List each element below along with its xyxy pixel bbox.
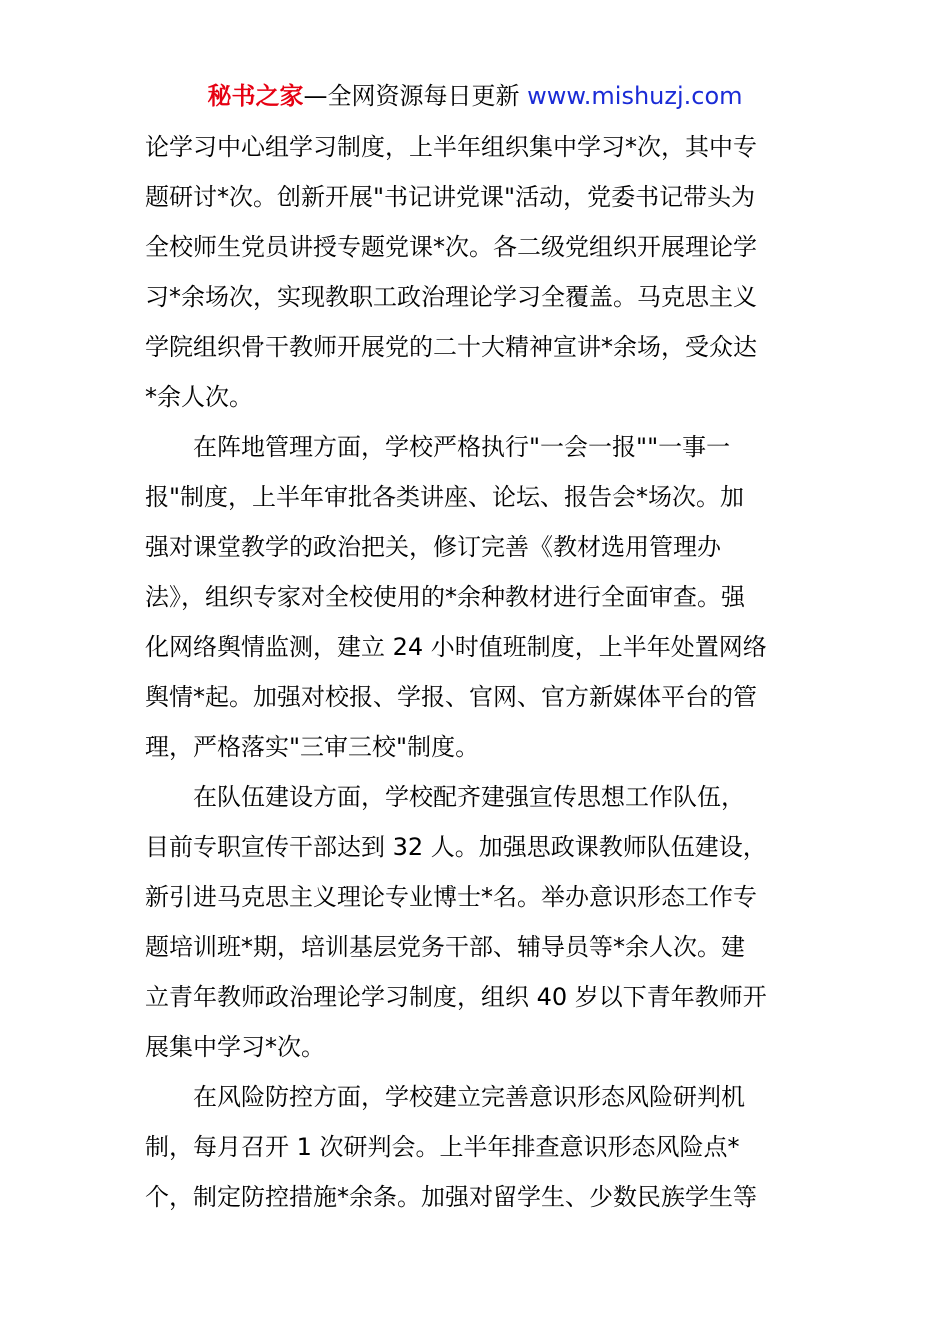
page-header <box>0 80 950 112</box>
text-line: 习*余场次，实现教职工政治理论学习全覆盖。马克思主义 <box>145 283 757 311</box>
text-line: 报"制度，上半年审批各类讲座、论坛、报告会*场次。加 <box>145 483 745 511</box>
brand-name: 秘书之家 <box>207 82 304 110</box>
text-line: 学院组织骨干教师开展党的二十大精神宣讲*余场，受众达 <box>145 333 757 361</box>
text-line: 在风险防控方面，学校建立完善意识形态风险研判机 <box>193 1083 745 1111</box>
text-line: 在阵地管理方面，学校严格执行"一会一报""一事一 <box>193 433 731 461</box>
paragraph-position-management <box>145 422 809 772</box>
text-line: 新引进马克思主义理论专业博士*名。举办意识形态工作专 <box>145 883 757 911</box>
text-line: 题研讨*次。创新开展"书记讲党课"活动，党委书记带头为 <box>145 183 756 211</box>
text-line: 展集中学习*次。 <box>145 1033 325 1061</box>
text-line: 理，严格落实"三审三校"制度。 <box>145 733 480 761</box>
site-url-link[interactable]: www.mishuzj.com <box>527 82 743 110</box>
text-line: *余人次。 <box>145 383 253 411</box>
text-line: 化网络舆情监测，建立 24 小时值班制度，上半年处置网络 <box>145 633 767 661</box>
text-line: 法》，组织专家对全校使用的*余种教材进行全面审查。强 <box>145 583 745 611</box>
text-line: 目前专职宣传干部达到 32 人。加强思政课教师队伍建设， <box>145 833 767 861</box>
paragraph-risk-control <box>145 1072 809 1222</box>
text-line: 强对课堂教学的政治把关，修订完善《教材选用管理办 <box>145 533 721 561</box>
text-line: 制，每月召开 1 次研判会。上半年排查意识形态风险点* <box>145 1133 740 1161</box>
text-line: 全校师生党员讲授专题党课*次。各二级党组织开展理论学 <box>145 233 757 261</box>
text-line: 立青年教师政治理论学习制度，组织 40 岁以下青年教师开 <box>145 983 767 1011</box>
text-line: 论学习中心组学习制度，上半年组织集中学习*次，其中专 <box>145 133 757 161</box>
text-line: 个，制定防控措施*余条。加强对留学生、少数民族学生等 <box>145 1183 757 1211</box>
document-body <box>145 122 809 1222</box>
paragraph-theory-study <box>145 122 809 422</box>
header-tagline: —全网资源每日更新 <box>303 82 520 110</box>
text-line: 舆情*起。加强对校报、学报、官网、官方新媒体平台的管 <box>145 683 757 711</box>
text-line: 在队伍建设方面，学校配齐建强宣传思想工作队伍， <box>193 783 745 811</box>
paragraph-team-building <box>145 772 809 1072</box>
text-line: 题培训班*期，培训基层党务干部、辅导员等*余人次。建 <box>145 933 745 961</box>
